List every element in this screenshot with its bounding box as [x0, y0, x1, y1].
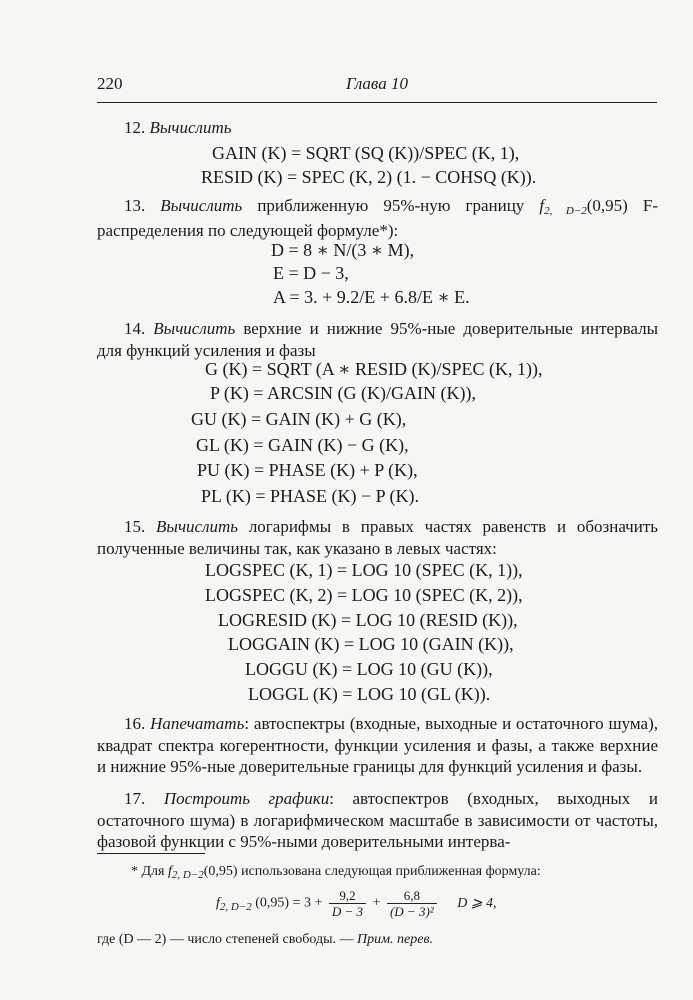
fraction-9-2: $\frac{9,2}{D - 3}$	[329, 888, 366, 919]
equation-g: G (K) = SQRT (A ∗ RESID (K)/SPEC (K, 1)),	[205, 359, 543, 379]
equation-loggain: LOGGAIN (K) = LOG 10 (GAIN (K)),	[228, 634, 514, 654]
footnote-note: где (D — 2) — число степеней свободы. — Прим. перев.	[97, 932, 434, 947]
equation-logspec-1: LOGSPEC (K, 1) = LOG 10 (SPEC (K, 1)),	[205, 560, 523, 580]
equation-gu: GU (K) = GAIN (K) + G (K),	[191, 409, 407, 429]
fraction-6-8: $\frac{6,8}{\text{(D − 3)²}}$	[387, 888, 437, 919]
condition: D ⩾ 4,	[457, 895, 497, 911]
step-12: 12. Вычислить	[124, 118, 232, 137]
header-rule	[97, 102, 657, 103]
equation-loggl: LOGGL (K) = LOG 10 (GL (K)).	[248, 684, 491, 704]
equation-pl: PL (K) = PHASE (K) − P (K).	[201, 486, 419, 506]
footnote-rule	[97, 853, 205, 854]
equation-d: D = 8 ∗ N/(3 ∗ M),	[271, 240, 415, 260]
equation-loggu: LOGGU (K) = LOG 10 (GU (K)),	[245, 659, 493, 679]
equation-pu: PU (K) = PHASE (K) + P (K),	[197, 460, 418, 480]
step-16: 16. Напечатать: автоспектры (входные, выходные и остаточного шума), квадрат спектра когерентности, функции усиления и фазы, а также верхние и нижние 95%-ные доверительные границы для функций усиления и фазы.	[97, 714, 659, 776]
equation-logresid: LOGRESID (K) = LOG 10 (RESID (K)),	[218, 610, 518, 630]
equation-p: P (K) = ARCSIN (G (K)/GAIN (K)),	[210, 383, 476, 403]
footnote-intro: * Для $f_{2, D-2}(0,95)$ использована следующая приближенная формула:	[131, 864, 541, 881]
equation-resid: RESID (K) = SPEC (K, 2) (1. − COHSQ (K)).	[201, 167, 537, 187]
equation-gl: GL (K) = GAIN (K) − G (K),	[196, 435, 409, 455]
equation-gain: GAIN (K) = SQRT (SQ (K))/SPEC (K, 1),	[212, 143, 520, 163]
equation-logspec-2: LOGSPEC (K, 2) = LOG 10 (SPEC (K, 2)),	[205, 585, 523, 605]
running-header	[97, 74, 657, 98]
step-13: 13. Вычислить приближенную 95%-ную границу f2, D−2(0,95) F-распределения по следующей формуле*):	[97, 196, 659, 240]
chapter-title: Глава 10	[346, 74, 408, 93]
equation-e: E = D − 3,	[273, 263, 349, 283]
equation-a: A = 3. + 9.2/E + 6.8/E ∗ E.	[273, 287, 470, 307]
page-number: 220	[97, 74, 123, 93]
footnote-formula: $f_{2, D-2}$ (0,95) = 3 + $\frac{9,2}{D - 3}$ + $\frac{6,8}{\text{(D − 3)²}}$ D ⩾ 4,	[216, 888, 497, 919]
step-14: 14. Вычислить верхние и нижние 95%-ные доверительные интервалы для функций усиления и фазы	[97, 319, 658, 360]
step-15: 15. Вычислить логарифмы в правых частях равенств и обозначить полученные величины так, как указано в левых частях:	[97, 517, 659, 558]
step-17: 17. Построить графики: автоспектров (входных, выходных и остаточного шума) в логарифмическом масштабе в зависимости от частоты, фазовой функции с 95%-ными доверительными интерва-	[97, 789, 658, 851]
